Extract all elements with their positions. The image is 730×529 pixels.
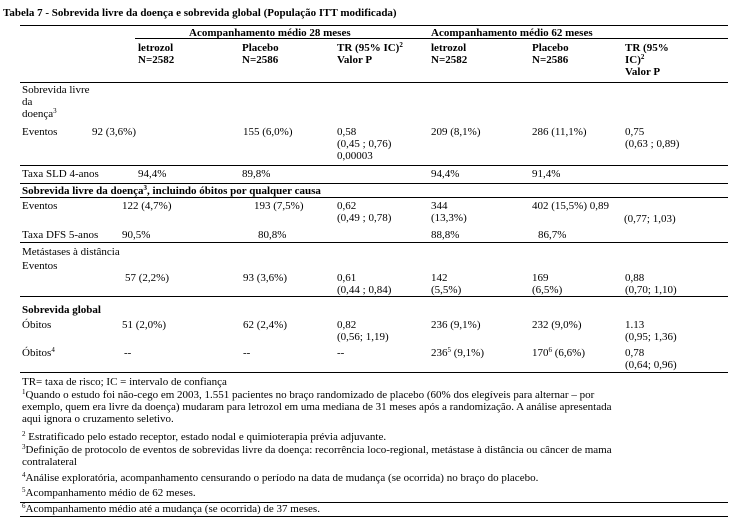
row-label: Eventos <box>22 200 58 212</box>
table-cell: 93 (3,6%) <box>243 272 287 284</box>
table-cell: 1.13 (0,95; 1,36) <box>625 319 677 343</box>
table-cell: 91,4% <box>532 168 561 180</box>
table-cell: 122 (4,7%) <box>122 200 172 212</box>
section-header-dfs-all-cause: Sobrevida livre da doença$^3$, incluindo óbitos por qualquer causa <box>22 184 321 197</box>
table-cell: 209 (8,1%) <box>431 126 481 138</box>
table-cell: -- <box>243 347 251 359</box>
table-cell: 90,5% <box>122 229 151 241</box>
table-cell: $236^5$ (9,1%) <box>431 346 484 359</box>
footnote-4: $^4$Análise exploratória, acompanhamento censurando o período na data de mudança (se ocorrida) no braço do placebo. <box>22 471 539 484</box>
footnote-5: $^5$Acompanhamento médio de 62 meses. <box>22 486 196 499</box>
table-title: Tabela 7 - Sobrevida livre da doença e sobrevida global (População ITT modificada) <box>3 7 397 19</box>
section-header-overall-survival: Sobrevida global <box>22 304 101 316</box>
rule-table-bottom <box>20 372 728 373</box>
column-header-tr-62: TR (95% IC)$^2$ Valor P <box>625 42 669 78</box>
footnote-6: $^6$Acompanhamento médio até a mudança (se ocorrida) de 37 meses. <box>22 502 320 515</box>
rule-row <box>20 183 728 184</box>
section-label-dfs: Sobrevida livre da doença$^3$ <box>22 84 90 120</box>
rule-top <box>20 25 728 26</box>
table-cell: 0,75 (0,63 ; 0,89) <box>625 126 680 150</box>
table-cell: -- <box>124 347 132 359</box>
section-label-metastases: Metástases à distância <box>22 246 120 258</box>
column-header-placebo-62: Placebo N=2586 <box>532 42 569 66</box>
table-cell: 89,8% <box>242 168 271 180</box>
table-cell: 57 (2,2%) <box>125 272 169 284</box>
table-cell: 402 (15,5%) 0,89 <box>532 200 609 212</box>
table-cell: 0,82 (0,56; 1,19) <box>337 319 389 343</box>
table-cell: 62 (2,4%) <box>243 319 287 331</box>
table-cell: 94,4% <box>138 168 167 180</box>
table-cell: 142 (5,5%) <box>431 272 462 296</box>
row-label: Eventos <box>22 260 58 272</box>
table-cell: 155 (6,0%) <box>243 126 293 138</box>
table-cell: 236 (9,1%) <box>431 319 481 331</box>
table-cell: $170^6$ (6,6%) <box>532 346 585 359</box>
table-cell: 0,78 (0,64; 0,96) <box>625 347 677 371</box>
table-cell: 232 (9,0%) <box>532 319 582 331</box>
table-cell: -- <box>337 347 345 359</box>
table-cell: 0,61 (0,44 ; 0,84) <box>337 272 392 296</box>
footnote-2: $^2$ Estratificado pelo estado receptor, estado nodal e quimioterapia prévia adjuvante. <box>22 430 387 443</box>
group-header-62: Acompanhamento médio 62 meses <box>431 27 593 39</box>
table-cell: 86,7% <box>538 229 567 241</box>
table-cell: 51 (2,0%) <box>122 319 166 331</box>
rule-row <box>20 296 728 297</box>
column-header-placebo-28: Placebo N=2586 <box>242 42 279 66</box>
table-cell: 193 (7,5%) <box>254 200 304 212</box>
table-cell: 344 (13,3%) <box>431 200 467 224</box>
table-cell: (0,77; 1,03) <box>624 213 676 225</box>
row-label: Eventos <box>22 126 58 138</box>
rule-row <box>20 197 728 198</box>
rule-bottom <box>20 516 728 517</box>
rule-row <box>20 242 728 243</box>
column-header-tr-28: TR (95% IC)$^2$ Valor P <box>337 41 403 66</box>
column-header-letrozol-62: letrozol N=2582 <box>431 42 468 66</box>
footnote-3: $^3$Definição de protocolo de eventos de sobrevidas livre da doença: recorrência loco-regional, metástase à distância ou câncer de mama contralateral <box>22 443 612 468</box>
table-cell: 0,62 (0,49 ; 0,78) <box>337 200 392 224</box>
row-label: Taxa DFS 5-anos <box>22 229 99 241</box>
row-label: Taxa SLD 4-anos <box>22 168 99 180</box>
footnote-1: $^1$Quando o estudo foi não-cego em 2003, 1.551 pacientes no braço randomizado de placebo (60% dos elegíveis para alternar – por exemplo, quem era livre da doença) mudaram para letrozol em uma mediana de 31 meses após a randomização. A análise apresentada aqui ignora o cruzamento seletivo. <box>22 388 612 425</box>
table-cell: 80,8% <box>258 229 287 241</box>
rule-row <box>20 165 728 166</box>
table-cell: 92 (3,6%) <box>92 126 136 138</box>
footnote-abbreviations: TR= taxa de risco; IC = intervalo de confiança <box>22 376 227 388</box>
row-label: Óbitos <box>22 319 52 331</box>
table-cell: 0,88 (0,70; 1,10) <box>625 272 677 296</box>
group-header-28: Acompanhamento médio 28 meses <box>189 27 351 39</box>
table-cell: 88,8% <box>431 229 460 241</box>
rule-header-bottom <box>20 82 728 83</box>
table-cell: 0,58 (0,45 ; 0,76) 0,00003 <box>337 126 392 162</box>
row-label: Óbitos$^4$ <box>22 346 55 359</box>
table-cell: 94,4% <box>431 168 460 180</box>
column-header-letrozol-28: letrozol N=2582 <box>138 42 175 66</box>
table-cell: 286 (11,1%) <box>532 126 587 138</box>
table-cell: 169 (6,5%) <box>532 272 563 296</box>
